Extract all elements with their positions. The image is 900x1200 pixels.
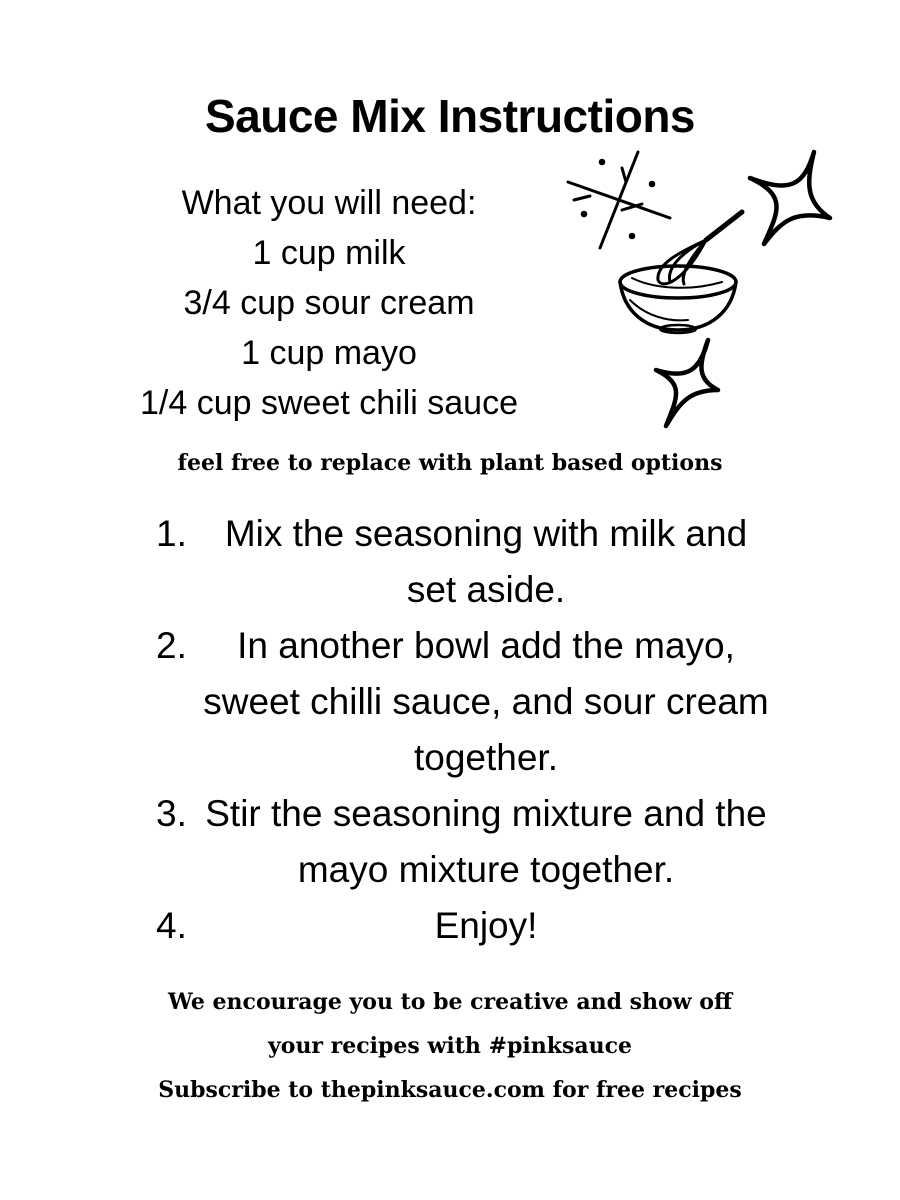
page-title: Sauce Mix Instructions xyxy=(204,90,695,142)
step-text: Stir the seasoning mixture and the mayo mixture together. xyxy=(205,793,767,890)
instructions-list xyxy=(150,506,790,954)
footer-line: your recipes with #pinksauce xyxy=(267,1033,633,1059)
step-number: 1. xyxy=(156,513,187,554)
step-text: In another bowl add the mayo, sweet chilli sauce, and sour cream together. xyxy=(203,625,769,778)
star-icon xyxy=(656,340,718,426)
step-number: 4. xyxy=(156,905,187,946)
ingredient-item: 1 cup milk xyxy=(252,234,406,272)
ingredient-item: 1 cup mayo xyxy=(241,334,417,372)
instruction-step xyxy=(150,898,790,954)
sparkle-icon xyxy=(568,152,670,248)
ingredients-heading: What you will need: xyxy=(181,184,477,222)
step-number: 3. xyxy=(156,793,187,834)
instruction-step xyxy=(150,786,790,898)
plant-based-note: feel free to replace with plant based options xyxy=(177,450,723,476)
step-text: Mix the seasoning with milk and set aside. xyxy=(224,513,748,610)
footer-line: Subscribe to thepinksauce.com for free recipes xyxy=(158,1077,742,1103)
illustration xyxy=(560,140,840,430)
footer-line: We encourage you to be creative and show off xyxy=(167,989,733,1015)
ingredients-list xyxy=(90,178,568,428)
whisk-bowl-icon xyxy=(620,212,742,333)
ingredient-item: 3/4 cup sour cream xyxy=(183,284,475,322)
step-text: Enjoy! xyxy=(434,905,538,946)
step-number: 2. xyxy=(156,625,187,666)
star-icon xyxy=(750,152,830,244)
instruction-step xyxy=(150,618,790,786)
footer xyxy=(0,980,900,1112)
instruction-step xyxy=(150,506,790,618)
ingredient-item: 1/4 cup sweet chili sauce xyxy=(140,384,518,422)
